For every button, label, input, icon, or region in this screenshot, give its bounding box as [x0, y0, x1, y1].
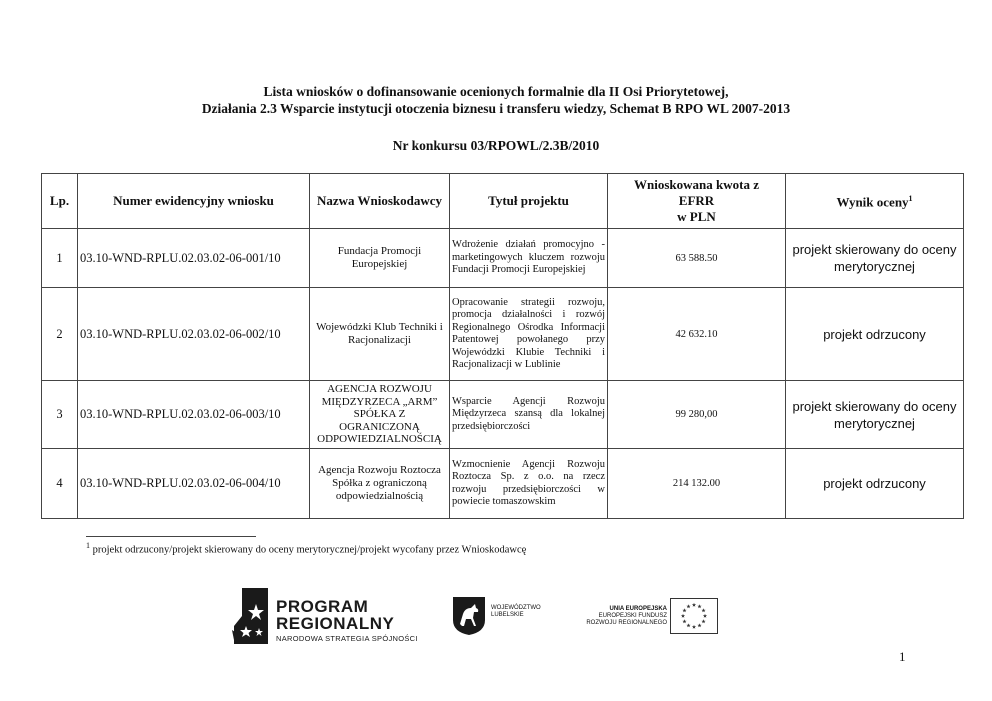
cell-amount: 42 632.10: [608, 288, 786, 381]
cell-lp: 3: [42, 381, 78, 449]
document-title-line-1: Lista wniosków o dofinansowanie ocenionych formalnie dla II Osi Priorytetowej,: [263, 84, 729, 99]
cell-project: Wsparcie Agencji Rozwoju Międzyrzeca szansą dla lokalnej przedsiębiorczości: [450, 381, 608, 449]
footnote: [86, 541, 526, 556]
cell-lp: 1: [42, 229, 78, 288]
table-row: [42, 229, 964, 288]
program-regionalny-logo-text: [276, 598, 418, 643]
header-amount-line-3: w PLN: [677, 209, 716, 224]
cell-amount: 214 132.00: [608, 449, 786, 519]
table-row: [42, 381, 964, 449]
program-line-2: REGIONALNY: [276, 614, 395, 633]
document-title-line-2: Działania 2.3 Wsparcie instytucji otoczenia biznesu i transferu wiedzy, Schemat B RPO WL 2007-2013: [201, 101, 791, 116]
eu-line-3: ROZWOJU REGIONALNEGO: [586, 620, 667, 626]
cell-applicant: AGENCJA ROZWOJU MIĘDZYRZECA „ARM” SPÓŁKA Z OGRANICZONĄ ODPOWIEDZIALNOŚCIĄ: [310, 381, 450, 449]
footnote-text: projekt odrzucony/projekt skierowany do oceny merytorycznej/projekt wycofany przez Wnioskodawcę: [92, 544, 527, 556]
program-line-3: NARODOWA STRATEGIA SPÓJNOŚCI: [276, 634, 418, 643]
footnote-divider: [86, 536, 256, 537]
applications-table: [41, 173, 964, 519]
cell-project: Wzmocnienie Agencji Rozwoju Roztocza Sp. z o.o. na rzecz rozwoju przedsiębiorczości w powiecie tomaszowskim: [450, 449, 608, 519]
page-number: 1: [899, 649, 906, 664]
footnote-ref: 1: [908, 194, 913, 204]
program-regionalny-logo-icon: [228, 586, 272, 648]
cell-amount: 99 280,00: [608, 381, 786, 449]
cell-result: projekt odrzucony: [786, 449, 964, 519]
header-amount-line-2: EFRR: [678, 193, 715, 208]
program-line-1: PROGRAM: [276, 597, 369, 616]
header-project: Tytuł projektu: [450, 174, 608, 229]
eu-line-2: EUROPEJSKI FUNDUSZ: [598, 613, 667, 619]
header-number: Numer ewidencyjny wniosku: [78, 174, 310, 229]
header-result-label: Wynik oceny: [836, 194, 909, 210]
eu-logo-text: [567, 606, 667, 627]
lubelskie-coat-of-arms-icon: [452, 596, 486, 636]
header-applicant: Nazwa Wnioskodawcy: [310, 174, 450, 229]
cell-number: 03.10-WND-RPLU.02.03.02-06-004/10: [78, 449, 310, 519]
cell-result: projekt skierowany do oceny merytorycznej: [786, 229, 964, 288]
cell-result: projekt skierowany do oceny merytorycznej: [786, 381, 964, 449]
table-row: [42, 449, 964, 519]
table-header-row: [42, 174, 964, 229]
cell-applicant: Agencja Rozwoju Roztocza Spółka z ograniczoną odpowiedzialnością: [310, 449, 450, 519]
cell-lp: 2: [42, 288, 78, 381]
cell-number: 03.10-WND-RPLU.02.03.02-06-001/10: [78, 229, 310, 288]
cell-number: 03.10-WND-RPLU.02.03.02-06-002/10: [78, 288, 310, 381]
eu-line-1: UNIA EUROPEJSKA: [609, 606, 667, 612]
cell-applicant: Fundacja Promocji Europejskiej: [310, 229, 450, 288]
header-amount-line-1: Wnioskowana kwota z: [634, 177, 759, 192]
lubelskie-logo-text: [491, 605, 541, 619]
header-result: [786, 174, 964, 229]
header-lp: Lp.: [42, 174, 78, 229]
footnote-mark: 1: [86, 541, 90, 550]
cell-amount: 63 588.50: [608, 229, 786, 288]
cell-project: Opracowanie strategii rozwoju, promocja działalności i rozwój Regionalnego Ośrodka Informacji Patentowej powołanego przy Wojewódzki Klubie Techniki i Racjonalizacji w Lublinie: [450, 288, 608, 381]
header-amount: [608, 174, 786, 229]
eu-flag-icon: [670, 598, 718, 634]
cell-project: Wdrożenie działań promocyjno - marketingowych kluczem rozwoju Fundacji Promocji Europejskiej: [450, 229, 608, 288]
contest-number: Nr konkursu 03/RPOWL/2.3B/2010: [392, 138, 600, 153]
voivodeship-line-1: WOJEWÓDZTWO: [491, 605, 541, 611]
cell-lp: 4: [42, 449, 78, 519]
table-row: [42, 288, 964, 381]
cell-number: 03.10-WND-RPLU.02.03.02-06-003/10: [78, 381, 310, 449]
voivodeship-line-2: LUBELSKIE: [491, 612, 524, 618]
cell-result: projekt odrzucony: [786, 288, 964, 381]
cell-applicant: Wojewódzki Klub Techniki i Racjonalizacji: [310, 288, 450, 381]
